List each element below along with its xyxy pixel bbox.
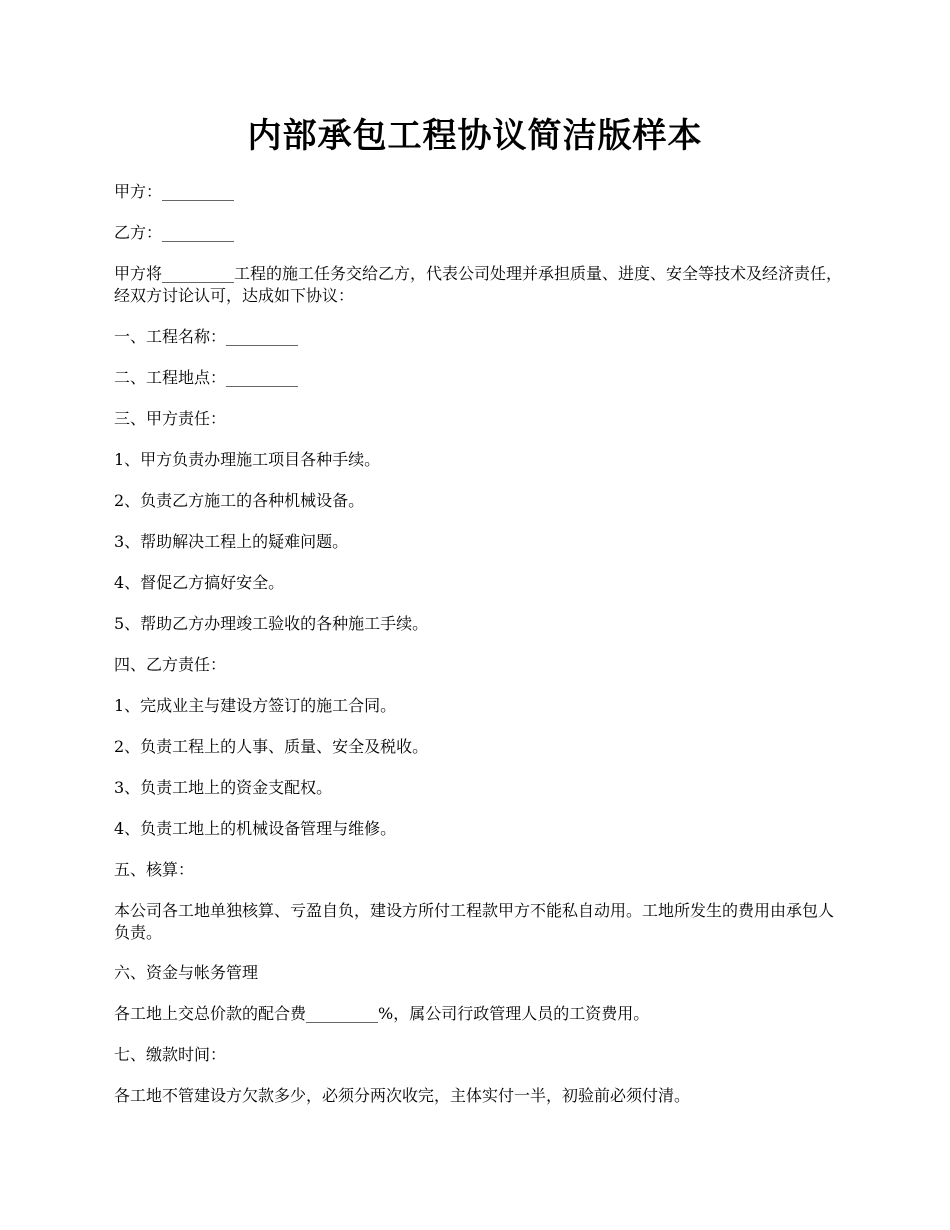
section-accounting: 五、核算： [114, 860, 195, 879]
section-party-b-duties: 四、乙方责任： [114, 655, 227, 674]
party-a-duty-2: 2、负责乙方施工的各种机械设备。 [114, 491, 365, 510]
document-title: 内部承包工程协议简洁版样本 [247, 116, 703, 156]
finance-paragraph: 各工地上交总价款的配合费_________%，属公司行政管理人员的工资费用。 [114, 1004, 650, 1023]
section-finance-management: 六、资金与帐务管理 [114, 963, 259, 982]
party-a-duty-5: 5、帮助乙方办理竣工验收的各种施工手续。 [114, 614, 429, 633]
party-b-duty-2: 2、负责工程上的人事、质量、安全及税收。 [114, 737, 429, 756]
accounting-paragraph: 本公司各工地单独核算、亏盈自负，建设方所付工程款甲方不能私自动用。工地所发生的费用由承包人负责。 [114, 901, 835, 942]
intro-paragraph: 甲方将_________工程的施工任务交给乙方，代表公司处理并承担质量、进度、安全等技术及经济责任，经双方讨论认可，达成如下协议： [114, 264, 843, 305]
party-b-line: 乙方：_________ [114, 223, 235, 242]
party-b-duty-3: 3、负责工地上的资金支配权。 [114, 778, 333, 797]
section-project-name: 一、工程名称：_________ [114, 327, 299, 346]
party-a-duty-1: 1、甲方负责办理施工项目各种手续。 [114, 450, 381, 469]
section-party-a-duties: 三、甲方责任： [114, 409, 227, 428]
party-a-line: 甲方：_________ [114, 182, 235, 201]
party-a-duty-3: 3、帮助解决工程上的疑难问题。 [114, 532, 349, 551]
party-b-duty-4: 4、负责工地上的机械设备管理与维修。 [114, 819, 397, 838]
section-payment-time: 七、缴款时间： [114, 1045, 227, 1064]
payment-paragraph: 各工地不管建设方欠款多少，必须分两次收完，主体实付一半，初验前必须付清。 [114, 1086, 691, 1105]
party-b-duty-1: 1、完成业主与建设方签订的施工合同。 [114, 696, 397, 715]
party-a-duty-4: 4、督促乙方搞好安全。 [114, 573, 285, 592]
section-project-location: 二、工程地点：_________ [114, 368, 299, 387]
